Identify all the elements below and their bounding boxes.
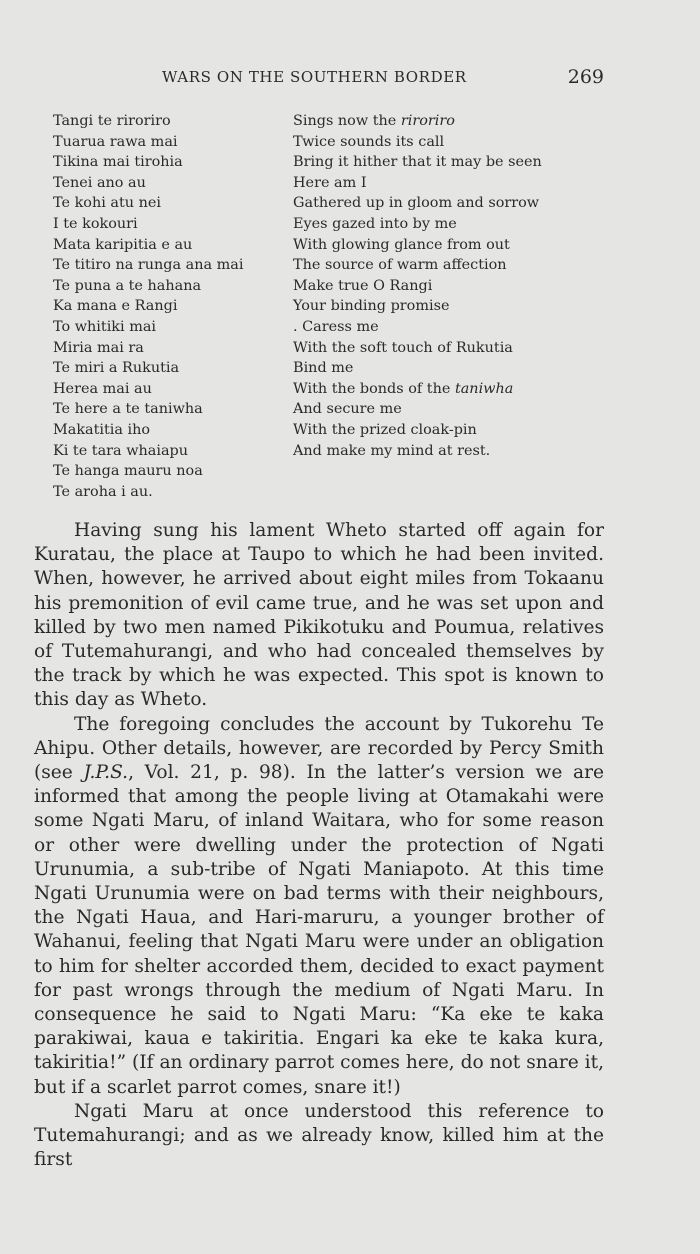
poem-maori-line: Makatitia iho xyxy=(53,421,151,438)
poem-maori-line: Te kohi atu nei xyxy=(53,195,161,212)
poem-english-line: And secure me xyxy=(293,401,402,418)
poem-maori-line: Te puna a te hahana xyxy=(53,277,202,294)
poem-maori-line: Te titiro na runga ana mai xyxy=(53,257,244,274)
poem-english-line: Your binding promise xyxy=(293,298,450,315)
poem-maori-line: Te hanga mauru noa xyxy=(53,463,203,480)
poem-english-line: With the bonds of the taniwha xyxy=(293,380,514,397)
body-text xyxy=(34,519,604,1172)
paragraph: The foregoing concludes the account by Tukorehu Te Ahipu. Other details, however, are recorded by Percy Smith (see J.P.S., Vol. 21, p. 98). In the latter’s version we are informed that among the people living at Otamakahi were some Ngati Maru, of inland Waitara, who for some reason or other were dwelling under the protection of Ngati Urunumia, a sub-tribe of Ngati Maniapoto. At this time Ngati Urunumia were on bad terms with their neighbours, the Ngati Haua, and Hari-maruru, a younger brother of Wahanui, feeling that Ngati Maru were under an obligation to him for shelter accorded them, decided to exact payment for past wrongs through the medium of Ngati Maru. In consequence he said to Ngati Maru: “Ka eke te kaka parakiwai, kaua e takiritia. Engari ka eke te kaka kura, takiritia!” (If an ordinary parrot comes here, do not snare it, but if a scarlet parrot comes, snare it!) xyxy=(34,713,604,1098)
poem-maori-line: Ki te tara whaiapu xyxy=(53,442,189,459)
poem-english-line: With the prized cloak-pin xyxy=(293,421,477,438)
poem-maori-line: Te aroha i au. xyxy=(53,483,153,500)
poem-maori-line: Tuarua rawa mai xyxy=(53,133,178,150)
poem-maori-line: Te here a te taniwha xyxy=(53,401,203,418)
paragraph: Ngati Maru at once understood this reference to Tutemahurangi; and as we already know, killed him at the first xyxy=(34,1100,604,1171)
poem-english-line: With glowing glance from out xyxy=(293,236,510,253)
running-header xyxy=(52,66,604,90)
poem-maori-line: I te kokouri xyxy=(53,215,138,232)
poem-english-column xyxy=(293,111,613,461)
poem-english-line: The source of warm affection xyxy=(293,257,507,274)
poem-english-line: Gathered up in gloom and sorrow xyxy=(293,195,540,212)
poem-maori-line: To whitiki mai xyxy=(53,318,157,335)
poem-maori-line: Tikina mai tirohia xyxy=(53,154,183,171)
poem-english-line: Here am I xyxy=(293,174,367,191)
poem-maori-line: Mata karipitia e au xyxy=(53,236,193,253)
poem-english-line: Sings now the riroriro xyxy=(293,113,455,129)
poem-english-line: Bind me xyxy=(293,360,354,377)
paragraph: Having sung his lament Wheto started off again for Kuratau, the place at Taupo to which he had been invited. When, however, he arrived about eight miles from Tokaanu his premonition of evil came true, and he was set upon and killed by two men named Pikikotuku and Poumua, relatives of Tutemahurangi, and who had concealed themselves by the track by which he was expected. This spot is known to this day as Wheto. xyxy=(34,520,604,711)
poem-maori-line: Ka mana e Rangi xyxy=(53,298,178,315)
poem-maori-line: Herea mai au xyxy=(53,380,152,397)
poem-maori-line: Miria mai ra xyxy=(53,339,144,356)
poem-maori-line: Te miri a Rukutia xyxy=(53,360,180,377)
poem-english-line: With the soft touch of Rukutia xyxy=(293,339,513,356)
page-number: 269 xyxy=(567,66,604,88)
poem-english-line: And make my mind at rest. xyxy=(293,442,491,459)
poem-maori-line: Tangi te riroriro xyxy=(53,113,171,129)
running-title: WARS ON THE SOUTHERN BORDER xyxy=(162,68,467,86)
poem-maori-column xyxy=(53,111,283,502)
poem-maori-line: Tenei ano au xyxy=(53,174,146,191)
poem-english-line: . Caress me xyxy=(293,318,379,335)
poem-english-line: Eyes gazed into by me xyxy=(293,215,457,232)
poem-english-line: Make true O Rangi xyxy=(293,277,433,294)
poem-english-line: Twice sounds its call xyxy=(293,133,445,150)
poem-english-line: Bring it hither that it may be seen xyxy=(293,154,542,171)
